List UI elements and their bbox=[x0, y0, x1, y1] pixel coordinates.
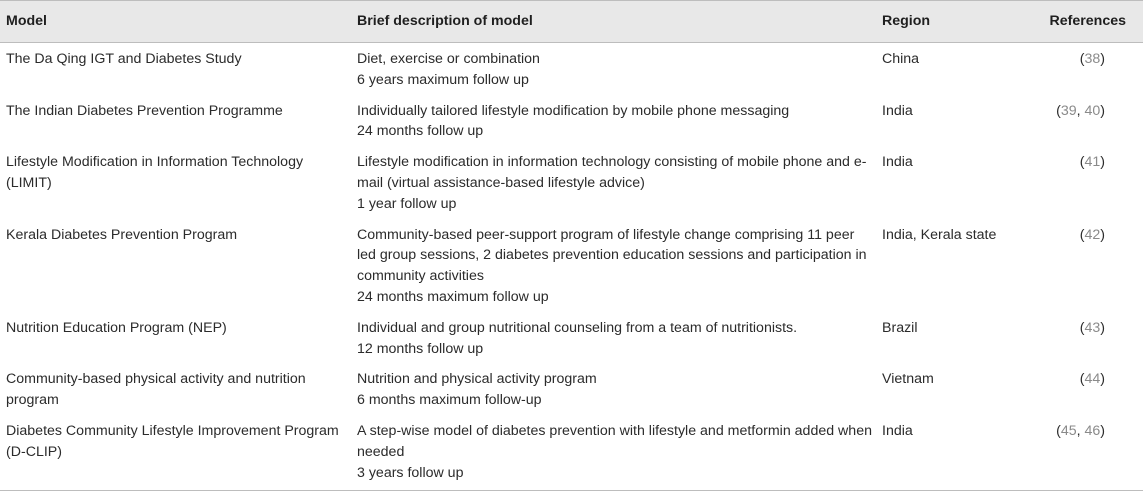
reference-link[interactable]: 38 bbox=[1084, 51, 1101, 67]
description-line: 24 months maximum follow up bbox=[357, 288, 549, 305]
reference-link[interactable]: 46 bbox=[1084, 422, 1101, 439]
description-line: 12 months follow up bbox=[357, 340, 484, 357]
reference-link[interactable]: 39 bbox=[1060, 102, 1077, 119]
references-cell: (45, 46) bbox=[1016, 415, 1143, 491]
model-cell: Diabetes Community Lifestyle Improvement Program (D-CLIP) bbox=[0, 415, 351, 491]
references-cell: (38) bbox=[1079, 51, 1105, 67]
description-line: Community-based peer-support program of lifestyle change comprising 11 peer led group sessions, 2 diabetes prevention education sessions and participation in community activities bbox=[357, 226, 867, 285]
description-cell bbox=[351, 146, 876, 218]
description-line: A step-wise model of diabetes prevention with lifestyle and metformin added when needed bbox=[357, 422, 872, 460]
description-line: Individual and group nutritional counseling from a team of nutritionists. bbox=[357, 319, 798, 336]
description-cell bbox=[351, 363, 876, 415]
model-cell: The Indian Diabetes Prevention Programme bbox=[6, 102, 283, 119]
model-cell: Community-based physical activity and nutrition program bbox=[6, 371, 306, 409]
description-line: 3 years follow up bbox=[357, 464, 464, 481]
reference-link[interactable]: 44 bbox=[1084, 371, 1101, 388]
references-cell: (42) bbox=[1079, 226, 1105, 243]
reference-link[interactable]: 41 bbox=[1084, 154, 1101, 171]
header-model: Model bbox=[0, 1, 351, 43]
reference-link[interactable]: 42 bbox=[1084, 226, 1101, 243]
description-line: 6 months maximum follow-up bbox=[357, 392, 542, 409]
table-row bbox=[0, 415, 1143, 491]
model-cell: The Da Qing IGT and Diabetes Study bbox=[6, 51, 242, 67]
header-row bbox=[0, 1, 1143, 43]
table-row bbox=[0, 146, 1143, 218]
model-cell: Lifestyle Modification in Information Technology (LIMIT) bbox=[6, 154, 304, 191]
description-cell bbox=[351, 415, 876, 491]
reference-link[interactable]: 40 bbox=[1084, 102, 1101, 119]
table-row bbox=[0, 219, 1143, 312]
references-cell: (41) bbox=[1079, 154, 1105, 171]
table-row bbox=[0, 363, 1143, 415]
region-cell: India bbox=[882, 102, 913, 119]
region-cell: India bbox=[882, 154, 913, 171]
model-cell: Kerala Diabetes Prevention Program bbox=[6, 226, 238, 243]
region-cell: Brazil bbox=[882, 319, 918, 336]
references-cell: (39, 40) bbox=[1056, 102, 1105, 119]
description-line: Diet, exercise or combination bbox=[357, 51, 540, 67]
table-row bbox=[0, 95, 1143, 147]
region-cell: India, Kerala state bbox=[882, 226, 997, 243]
description-cell bbox=[351, 95, 876, 147]
references-cell: (43) bbox=[1079, 319, 1105, 336]
header-references: References bbox=[1016, 1, 1143, 43]
description-line: Nutrition and physical activity program bbox=[357, 371, 597, 388]
table-row bbox=[0, 43, 1143, 95]
table-row bbox=[0, 312, 1143, 364]
region-cell: China bbox=[882, 51, 920, 67]
reference-link[interactable]: 45 bbox=[1060, 422, 1077, 439]
references-cell: (44) bbox=[1079, 371, 1105, 388]
region-cell: India bbox=[876, 415, 1016, 491]
header-region: Region bbox=[876, 1, 1016, 43]
table-body bbox=[0, 43, 1143, 491]
description-cell bbox=[351, 43, 876, 95]
reference-link[interactable]: 43 bbox=[1084, 319, 1101, 336]
header-description: Brief description of model bbox=[351, 1, 876, 43]
description-line: Lifestyle modification in information technology consisting of mobile phone and e-mail (virtual assistance-based lifestyle advice) bbox=[357, 154, 867, 191]
description-line: Individually tailored lifestyle modification by mobile phone messaging bbox=[357, 102, 790, 119]
model-cell: Nutrition Education Program (NEP) bbox=[6, 319, 227, 336]
region-cell: Vietnam bbox=[882, 371, 934, 388]
description-cell bbox=[351, 219, 876, 312]
description-line: 6 years maximum follow up bbox=[357, 71, 529, 88]
description-line: 1 year follow up bbox=[357, 195, 457, 212]
table-header bbox=[0, 1, 1143, 43]
description-line: 24 months follow up bbox=[357, 123, 484, 140]
description-cell bbox=[351, 312, 876, 364]
